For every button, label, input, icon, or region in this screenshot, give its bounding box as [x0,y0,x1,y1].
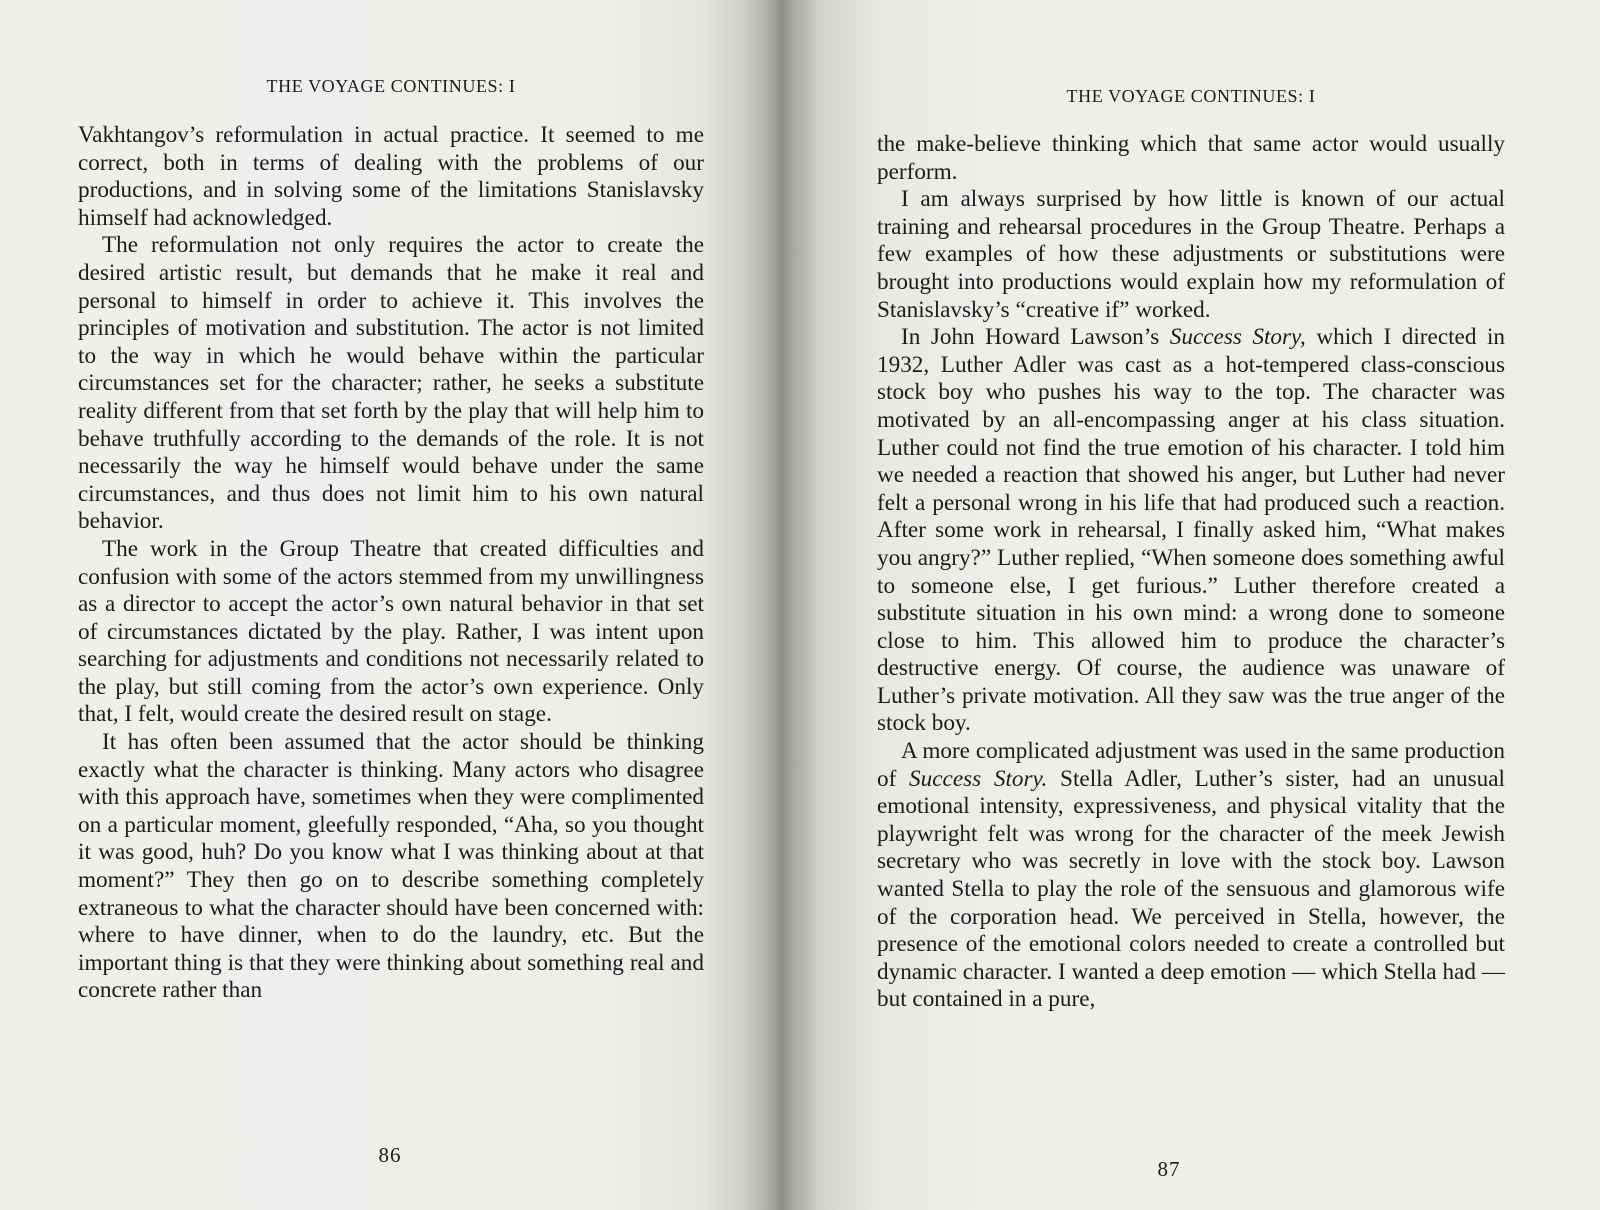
book-title: Success Story. [909,765,1048,792]
left-page-body [78,122,704,1005]
running-head-left: THE VOYAGE CONTINUES: I [266,76,516,96]
paragraph: the make-believe thinking which that same actor would usually perform. [877,131,1505,185]
paragraph: The reformulation not only requires the actor to create the desired artistic result, but demands that he make it real and personal to himself in order to achieve it. This involves the principles of motivation and substitution. The actor is not limited to the way in which he would behave within the particular circumstances set for the character; rather, he seeks a substitute reality different from that set forth by the play that will help him to behave truthfully according to the demands of the role. It is not necessarily the way he himself would behave under the same circumstances, and thus does not limit him to his own natural behavior. [78,232,704,535]
paragraph-text: Stella Adler, Luther’s sister, had an unusual emotional intensity, expressiveness, and physical vitality that the playwright felt was wrong for the character of the meek Jewish secretary who was secretly in love with the stock boy. Lawson wanted Stella to play the role of the sensuous and glamorous wife of the corporation head. We perceived in Stella, however, the presence of the emotional colors needed to create a controlled but dynamic character. I wanted a deep emotion — which Stella had — but contained in a pure, [877,765,1505,1013]
page-number-left: 86 [378,1143,402,1167]
paragraph: The work in the Group Theatre that created difficulties and confusion with some of the actors stemmed from my unwillingness as a director to accept the actor’s own natural behavior in that set of circumstances dictated by the play. Rather, I was intent upon searching for adjustments and conditions not necessarily related to the play, but still coming from the actor’s own experience. Only that, I felt, would create the desired result on stage. [78,535,704,728]
page-number-right: 87 [1157,1157,1181,1181]
paragraph: I am always surprised by how little is known of our actual training and rehearsal procedures in the Group Theatre. Perhaps a few examples of how these adjustments or substitutions were brought into productions would explain how my reformulation of Stanislavsky’s “creative if” worked. [877,186,1505,323]
paragraph-text: A more complicated adjustment was used in the same production of [877,738,1505,792]
paragraph [877,324,1505,738]
paragraph-text: In John Howard Lawson’s [901,324,1170,351]
book-title: Success Story, [1169,324,1306,351]
right-page [877,0,1505,1210]
running-head-right: THE VOYAGE CONTINUES: I [1066,86,1316,106]
right-page-body [877,131,1505,1014]
paragraph-text: which I directed in 1932, Luther Adler was cast as a hot-tempered class-conscious stock boy who pushes his way to the top. The character was motivated by an all-encompassing anger at his class situation. Luther could not find the true emotion of his character. I told him we needed a reaction that showed his anger, but Luther had never felt a personal wrong in his life that had produced such a reaction. After some work in rehearsal, I finally asked him, “What makes you angry?” Luther replied, “When someone does something awful to someone else, I get furious.” Luther therefore created a substitute situation in his own mind: a wrong done to someone close to him. This allowed him to produce the character’s destructive energy. Of course, the audience was unaware of Luther’s private motivation. All they saw was the true anger of the stock boy. [877,324,1505,737]
paragraph: Vakhtangov’s reformulation in actual practice. It seemed to me correct, both in terms of dealing with the problems of our productions, and in solving some of the limitations Stanislavsky himself had acknowledged. [78,122,704,231]
paragraph [877,738,1505,1014]
left-page [78,0,704,1210]
paragraph: It has often been assumed that the actor should be thinking exactly what the character is thinking. Many actors who disagree with this approach have, sometimes when they were complimented on a particular moment, gleefully responded, “Aha, so you thought it was good, huh? Do you know what I was thinking about at that moment?” They then go on to describe something completely extraneous to what the character should have been concerned with: where to have dinner, when to do the laundry, etc. But the important thing is that they were thinking about something real and concrete rather than [78,729,704,1004]
